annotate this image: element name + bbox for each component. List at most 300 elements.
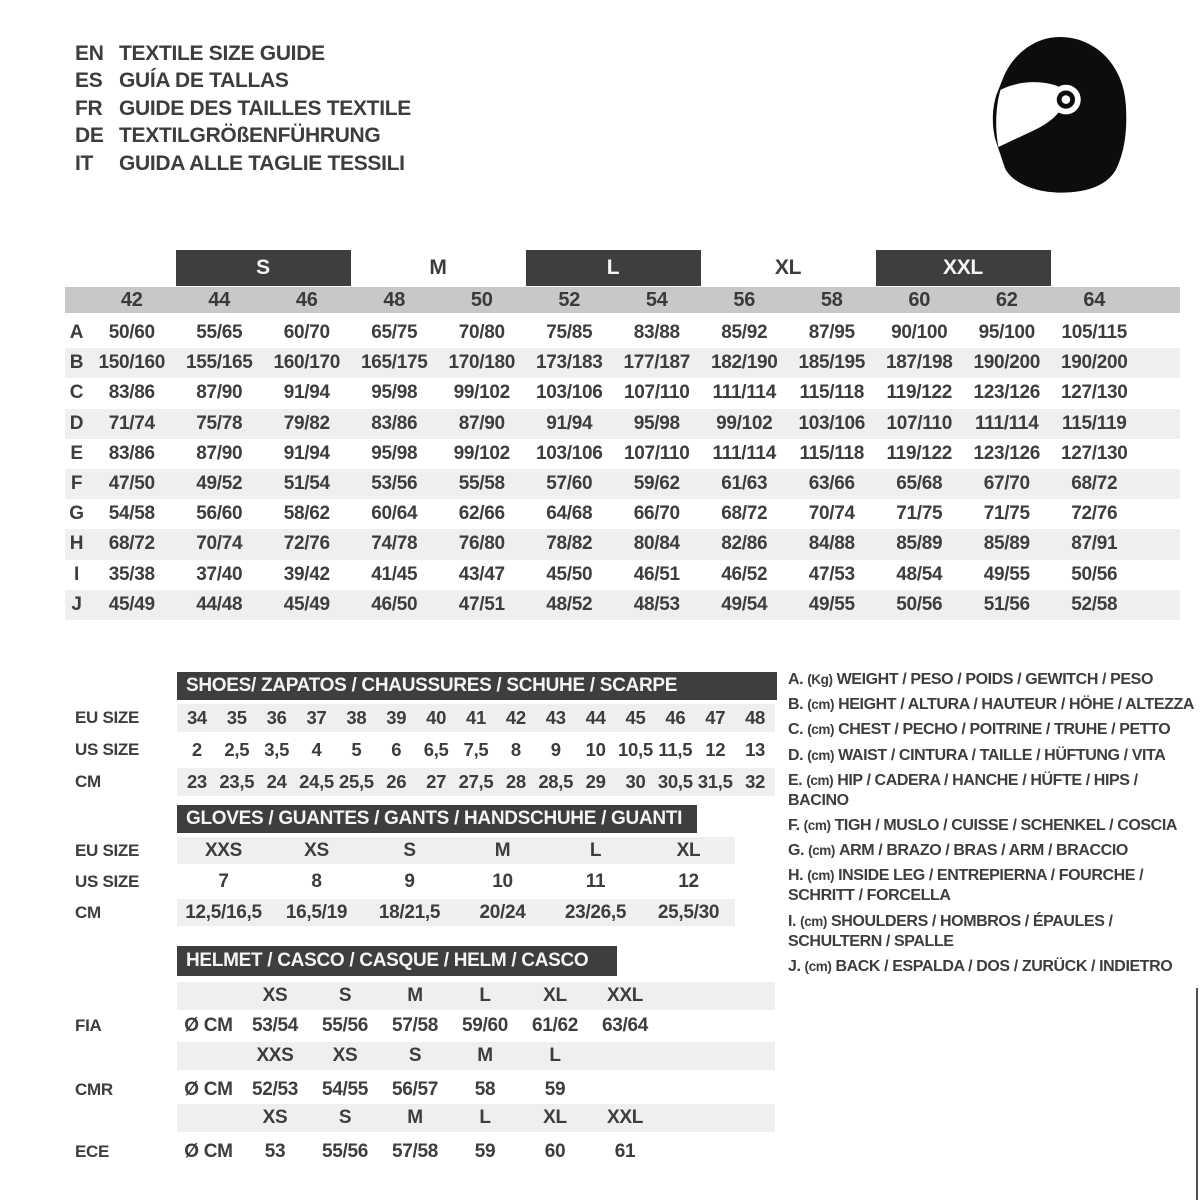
- measure-cell: 50/60: [108, 322, 155, 344]
- helmet-size-cell: L: [549, 1045, 561, 1066]
- gloves-row: [65, 868, 780, 895]
- helmet-size-cells: [177, 1104, 775, 1132]
- gloves-cell: 12,5/16,5: [185, 901, 262, 923]
- helmet-value-cell: 57/58: [391, 1015, 439, 1036]
- measure-cell: 46/51: [633, 563, 680, 585]
- language-code: EN: [75, 41, 104, 65]
- measure-cell: 85/89: [983, 533, 1030, 555]
- measure-cell: 46/52: [721, 563, 768, 585]
- measure-cell: 53/56: [371, 473, 418, 495]
- legend-item: [788, 695, 1200, 715]
- shoes-cell: 36: [266, 707, 287, 728]
- measure-row-e: [65, 439, 1180, 469]
- gloves-cell: 20/24: [479, 901, 526, 923]
- helmet-value-cells: [177, 1138, 775, 1166]
- shoes-cell: 3,5: [264, 739, 290, 760]
- legend-unit: (cm): [800, 913, 827, 929]
- measure-cell: 85/89: [896, 533, 943, 555]
- measure-cell: 59/62: [633, 473, 680, 495]
- legend-item: [788, 957, 1200, 977]
- size-header-cell: 52: [558, 288, 581, 311]
- measure-cell: 72/76: [283, 533, 330, 555]
- racing-helmet-icon: [975, 28, 1155, 198]
- measure-cell: 76/80: [458, 533, 505, 555]
- helmet-size-cell: XL: [543, 985, 567, 1006]
- legend-letter: G.: [788, 842, 805, 860]
- language-row: [75, 123, 411, 151]
- measure-cell: 55/65: [196, 322, 243, 344]
- helmet-value-cell: 52/53: [251, 1079, 299, 1100]
- legend-unit: (cm): [803, 817, 831, 833]
- measure-cell: 74/78: [371, 533, 418, 555]
- measure-cell: 67/70: [983, 473, 1030, 495]
- row-label: US SIZE: [75, 740, 140, 759]
- measure-cell: 177/187: [623, 352, 691, 374]
- gloves-cell: 11: [585, 870, 606, 892]
- unit-cell: [177, 982, 240, 1010]
- measure-cell: 51/54: [283, 473, 330, 495]
- measure-cell: 87/90: [458, 412, 505, 434]
- measure-cell: 68/72: [1071, 473, 1118, 495]
- helmet-size-cell: XXL: [606, 985, 644, 1006]
- legend-item: [788, 866, 1200, 906]
- helmet-size-row-fia: [65, 982, 780, 1010]
- helmet-size-row-ece: [65, 1104, 780, 1132]
- gloves-cell: 23/26,5: [564, 901, 627, 923]
- standard-label: ECE: [75, 1142, 110, 1161]
- main-size-groups: [65, 250, 1180, 286]
- gloves-cells: [177, 899, 735, 926]
- shoes-cell: 37: [306, 707, 327, 728]
- size-header-cell: 58: [820, 288, 843, 311]
- measure-cell: 45/49: [283, 593, 330, 615]
- helmet-value-cell: 55/56: [321, 1015, 369, 1036]
- shoes-cell: 23,5: [219, 771, 255, 792]
- helmet-value-cell: 60: [544, 1141, 566, 1162]
- language-row: [75, 40, 411, 68]
- measure-cell: 58/62: [283, 503, 330, 525]
- helmet-value-cell: 63/64: [601, 1015, 649, 1036]
- gloves-rows: [65, 837, 780, 926]
- helmet-title: HELMET / CASCO / CASQUE / HELM / CASCO: [186, 950, 589, 971]
- measure-cell: 46/50: [371, 593, 418, 615]
- shoes-cell: 47: [705, 707, 726, 728]
- measure-cell: 52/58: [1071, 593, 1118, 615]
- language-code: FR: [75, 96, 103, 120]
- diameter-unit: Ø CM: [184, 1015, 233, 1036]
- gloves-title-bar: [177, 805, 697, 833]
- measure-cell: 47/51: [458, 593, 505, 615]
- shoes-cell: 31,5: [697, 771, 733, 792]
- shoes-cell: 9: [550, 739, 561, 760]
- measure-cell: 91/94: [546, 412, 593, 434]
- measure-cell: 123/126: [973, 442, 1041, 464]
- row-letter: C: [69, 382, 84, 404]
- helmet-size-cell: XXL: [606, 1107, 644, 1128]
- measure-row-f: [65, 469, 1180, 499]
- measure-cell: 111/114: [712, 442, 776, 464]
- shoes-cell: 4: [311, 739, 322, 760]
- measure-cell: 115/118: [799, 382, 864, 404]
- measure-cell: 103/106: [798, 412, 866, 434]
- helmet-title-bar: [177, 946, 617, 976]
- measure-cell: 70/74: [196, 533, 243, 555]
- shoes-cell: 46: [665, 707, 686, 728]
- measure-cell: 49/52: [196, 473, 243, 495]
- helmet-value-cell: 53: [264, 1141, 286, 1162]
- measure-cell: 65/68: [896, 473, 943, 495]
- measure-cell: 68/72: [108, 533, 155, 555]
- language-row: [75, 68, 411, 96]
- legend-unit: (cm): [804, 958, 832, 974]
- legend-item: [788, 841, 1200, 861]
- row-letter: F: [70, 473, 83, 495]
- measure-cell: 56/60: [196, 503, 243, 525]
- textile-size-table: [65, 250, 1180, 620]
- measure-cell: 187/198: [885, 352, 953, 374]
- measure-cell: 150/160: [98, 352, 166, 374]
- measure-cell: 43/47: [458, 563, 505, 585]
- helmet-value-row-ece: [65, 1138, 780, 1166]
- shoes-cell: 6: [391, 739, 402, 760]
- shoes-cell: 28,5: [538, 771, 574, 792]
- measure-cell: 72/76: [1071, 503, 1118, 525]
- legend-item: [788, 912, 1200, 952]
- language-row: [75, 95, 411, 123]
- row-letter: E: [70, 442, 83, 464]
- measure-cell: 111/114: [712, 382, 776, 404]
- measure-row-g: [65, 499, 1180, 529]
- measure-cell: 47/53: [808, 563, 855, 585]
- gloves-title: GLOVES / GUANTES / GANTS / HANDSCHUHE / GUANTI: [186, 808, 683, 829]
- measure-cell: 107/110: [623, 382, 690, 404]
- measure-cell: 115/118: [799, 442, 864, 464]
- gloves-cell: 9: [404, 870, 415, 892]
- legend-item: [788, 670, 1200, 690]
- measure-cell: 39/42: [283, 563, 330, 585]
- shoes-cell: 2: [191, 739, 202, 760]
- helmet-size-cells: [177, 1042, 775, 1070]
- measure-cell: 190/200: [1060, 352, 1128, 374]
- diameter-unit: Ø CM: [184, 1079, 233, 1100]
- measure-row-h: [65, 529, 1180, 559]
- shoes-cell: 30,5: [657, 771, 693, 792]
- measure-cell: 61/63: [721, 473, 768, 495]
- measure-cell: 80/84: [633, 533, 680, 555]
- legend-item: [788, 771, 1200, 811]
- corner-cell: [65, 287, 88, 313]
- shoes-cell: 10: [585, 739, 606, 760]
- helmet-value-cell: 59: [544, 1079, 566, 1100]
- gloves-cell: 12: [678, 870, 699, 892]
- measure-cell: 119/122: [886, 382, 953, 404]
- language-code: ES: [75, 69, 103, 93]
- gloves-row: [65, 899, 780, 926]
- measure-cell: 60/64: [371, 503, 418, 525]
- shoes-cell: 27: [426, 771, 447, 792]
- gloves-cell: M: [494, 839, 511, 861]
- measure-cell: 91/94: [283, 442, 330, 464]
- measure-cell: 82/86: [721, 533, 768, 555]
- main-size-band: [65, 287, 1180, 313]
- measure-cell: 123/126: [973, 382, 1041, 404]
- helmet-size-cell: XS: [262, 1107, 288, 1128]
- legend-text: CHEST / PECHO / POITRINE / TRUHE / PETTO: [838, 721, 1171, 739]
- measure-cell: 105/115: [1061, 322, 1128, 344]
- shoes-cell: 25,5: [338, 771, 374, 792]
- size-header-cell: 44: [208, 288, 231, 311]
- shoes-section: [65, 672, 780, 796]
- diameter-unit: Ø CM: [184, 1141, 233, 1162]
- measure-cell: 45/49: [108, 593, 155, 615]
- row-letter: G: [69, 503, 84, 525]
- measure-cell: 87/91: [1071, 533, 1118, 555]
- main-rows: [65, 318, 1180, 620]
- language-code: IT: [75, 151, 94, 175]
- shoes-cell: 29: [585, 771, 606, 792]
- legend-item: [788, 746, 1200, 766]
- legend-text: TIGH / MUSLO / CUISSE / SCHENKEL / COSCIA: [834, 816, 1178, 834]
- shoes-cell: 7,5: [463, 739, 489, 760]
- shoes-cell: 44: [585, 707, 606, 728]
- shoes-row: [65, 736, 780, 764]
- measure-row-a: [65, 318, 1180, 348]
- measure-cell: 66/70: [633, 503, 680, 525]
- language-title: TEXTILGRÖßENFÜHRUNG: [119, 124, 381, 148]
- shoes-cell: 45: [625, 707, 646, 728]
- measure-cell: 83/86: [108, 382, 155, 404]
- measure-cell: 65/75: [371, 322, 418, 344]
- measure-cell: 87/95: [808, 322, 855, 344]
- measure-cell: 60/70: [283, 322, 330, 344]
- legend-letter: J.: [788, 957, 801, 975]
- helmet-value-row-fia: [65, 1012, 780, 1040]
- measure-cell: 83/88: [633, 322, 680, 344]
- size-header-cell: 42: [120, 288, 143, 311]
- helmet-size-cell: L: [479, 985, 491, 1006]
- size-group-l: L: [526, 250, 701, 286]
- shoes-cell: 11,5: [658, 739, 693, 760]
- size-group-xxl: XXL: [876, 250, 1051, 286]
- measure-cell: 91/94: [283, 382, 330, 404]
- measure-cell: 155/165: [185, 352, 253, 374]
- measure-cell: 70/80: [458, 322, 505, 344]
- helmet-value-cell: 54/55: [321, 1079, 369, 1100]
- standard-label: CMR: [75, 1080, 113, 1099]
- measure-cell: 95/98: [371, 442, 418, 464]
- measure-cell: 165/175: [360, 352, 428, 374]
- shoes-cell: 6,5: [423, 739, 449, 760]
- legend-letter: A.: [788, 671, 804, 688]
- legend-letter: F.: [788, 816, 800, 834]
- shoes-cell: 41: [466, 707, 486, 728]
- measure-cell: 90/100: [891, 322, 948, 344]
- shoes-cell: 5: [351, 739, 362, 760]
- size-group-s: S: [176, 250, 351, 286]
- measure-cell: 85/92: [721, 322, 768, 344]
- legend-text: INSIDE LEG / ENTREPIERNA / FOURCHE /: [838, 867, 1144, 885]
- measure-cell: 127/130: [1060, 442, 1128, 464]
- legend-letter: B.: [788, 696, 804, 714]
- size-header-cell: 62: [995, 288, 1018, 311]
- measure-cell: 173/183: [535, 352, 603, 374]
- language-title: GUÍA DE TALLAS: [119, 69, 289, 93]
- legend-unit: (cm): [807, 722, 835, 738]
- legend-text-continued: SCHULTERN / SPALLE: [788, 932, 954, 950]
- helmet-size-row-cmr: [65, 1042, 780, 1070]
- shoes-cell: 39: [386, 707, 407, 728]
- measure-cell: 37/40: [196, 563, 243, 585]
- helmet-value-cell: 59: [474, 1141, 496, 1162]
- legend-letter: I.: [788, 912, 797, 930]
- measure-cell: 83/86: [108, 442, 155, 464]
- measure-cell: 84/88: [808, 533, 855, 555]
- measure-row-c: [65, 378, 1180, 408]
- shoes-cells: [177, 704, 775, 732]
- measure-cell: 45/50: [546, 563, 593, 585]
- helmet-value-row-cmr: [65, 1076, 780, 1104]
- helmet-value-cell: 55/56: [321, 1141, 369, 1162]
- measure-cell: 41/45: [371, 563, 418, 585]
- legend-text: HEIGHT / ALTURA / HAUTEUR / HÖHE / ALTEZZA: [838, 696, 1195, 714]
- shoes-cells: [177, 736, 775, 764]
- shoes-cell: 35: [226, 707, 247, 728]
- helmet-value-cell: 58: [474, 1079, 496, 1100]
- legend-text: WAIST / CINTURA / TAILLE / HÜFTUNG / VITA: [838, 746, 1166, 764]
- shoes-title-bar: [177, 672, 777, 700]
- gloves-cell: 16,5/19: [285, 901, 348, 923]
- helmet-size-cell: XS: [262, 985, 288, 1006]
- row-letter: J: [71, 593, 82, 615]
- helmet-value-cells: [177, 1076, 775, 1104]
- language-title: TEXTILE SIZE GUIDE: [119, 41, 325, 65]
- measure-cell: 49/55: [983, 563, 1030, 585]
- gloves-section: [65, 805, 780, 926]
- measurement-legend: [788, 670, 1200, 982]
- measure-cell: 75/78: [196, 412, 243, 434]
- helmet-size-cell: [590, 1042, 660, 1070]
- measure-cell: 107/110: [886, 412, 953, 434]
- legend-unit: (cm): [807, 868, 835, 884]
- measure-cell: 87/90: [196, 442, 243, 464]
- measure-cell: 35/38: [108, 563, 155, 585]
- gloves-cell: XS: [304, 839, 329, 861]
- measure-cell: 78/82: [546, 533, 593, 555]
- measure-cell: 55/58: [458, 473, 505, 495]
- helmet-size-cell: M: [407, 985, 423, 1006]
- measure-cell: 79/82: [283, 412, 330, 434]
- measure-cell: 190/200: [973, 352, 1041, 374]
- helmet-size-cell: M: [477, 1045, 493, 1066]
- legend-item: [788, 816, 1200, 836]
- legend-letter: E.: [788, 771, 803, 789]
- gloves-cell: L: [589, 839, 602, 861]
- legend-letter: D.: [788, 746, 804, 764]
- measure-row-i: [65, 560, 1180, 590]
- row-label: US SIZE: [75, 871, 140, 891]
- measure-cell: 170/180: [448, 352, 516, 374]
- measure-cell: 68/72: [721, 503, 768, 525]
- size-header-cell: 60: [908, 288, 931, 311]
- measure-cell: 64/68: [546, 503, 593, 525]
- measure-cell: 185/195: [798, 352, 866, 374]
- row-letter: A: [69, 322, 84, 344]
- measure-cell: 95/98: [371, 382, 418, 404]
- legend-unit: (cm): [808, 843, 835, 859]
- shoes-cell: 10,5: [618, 739, 653, 760]
- legend-unit: (cm): [806, 772, 834, 788]
- legend-item: [788, 720, 1200, 740]
- page-edge-line: [1196, 988, 1198, 1200]
- measure-cell: 48/54: [896, 563, 943, 585]
- shoes-cell: 30: [625, 771, 646, 792]
- measure-cell: 182/190: [710, 352, 778, 374]
- legend-text: HIP / CADERA / HANCHE / HÜFTE / HIPS / BACINO: [788, 771, 1138, 809]
- unit-cell: [177, 1042, 240, 1070]
- helmet-value-cells: [177, 1012, 775, 1040]
- shoes-cell: 48: [745, 707, 766, 728]
- helmet-size-cell: S: [408, 1045, 422, 1066]
- gloves-cell: S: [403, 839, 416, 861]
- legend-unit: (Kg): [807, 672, 833, 687]
- helmet-value-cell: 53/54: [251, 1015, 299, 1036]
- helmet-value-cell: 59/60: [461, 1015, 509, 1036]
- size-header-cell: 56: [733, 288, 756, 311]
- measure-cell: 115/119: [1062, 412, 1127, 434]
- row-label: CM: [75, 902, 101, 922]
- measure-cell: 71/75: [896, 503, 943, 525]
- measure-cell: 95/100: [978, 322, 1035, 344]
- gloves-cell: 18/21,5: [378, 901, 441, 923]
- measure-cell: 62/66: [458, 503, 505, 525]
- unit-cell: [177, 1104, 240, 1132]
- helmet-size-cell: S: [338, 1107, 352, 1128]
- measure-cell: 99/102: [453, 442, 510, 464]
- row-label: CM: [75, 772, 101, 791]
- legend-letter: H.: [788, 867, 804, 885]
- measure-cell: 50/56: [896, 593, 943, 615]
- helmet-value-cell: 57/58: [391, 1141, 439, 1162]
- helmet-value-cell: [590, 1076, 660, 1104]
- measure-cell: 54/58: [108, 503, 155, 525]
- row-label: EU SIZE: [75, 708, 140, 727]
- measure-cell: 75/85: [546, 322, 593, 344]
- language-code: DE: [75, 124, 104, 148]
- measure-cell: 47/50: [108, 473, 155, 495]
- measure-cell: 99/102: [716, 412, 773, 434]
- measure-row-d: [65, 409, 1180, 439]
- legend-text: WEIGHT / PESO / POIDS / GEWITCH / PESO: [836, 671, 1153, 688]
- shoes-cell: 43: [545, 707, 566, 728]
- row-letter: H: [69, 533, 84, 555]
- gloves-cell: 8: [311, 870, 322, 892]
- measure-cell: 99/102: [453, 382, 510, 404]
- legend-unit: (cm): [807, 697, 835, 713]
- helmet-size-cell: M: [407, 1107, 423, 1128]
- measure-cell: 111/114: [975, 412, 1039, 434]
- measure-cell: 127/130: [1060, 382, 1128, 404]
- size-group-m: M: [429, 256, 447, 279]
- shoes-cell: 24,5: [299, 771, 334, 792]
- legend-letter: C.: [788, 721, 804, 739]
- shoes-cell: 13: [745, 739, 766, 760]
- helmet-section: [65, 946, 780, 1166]
- helmet-value-cell: 61/62: [531, 1015, 579, 1036]
- gloves-cell: 7: [218, 870, 229, 892]
- shoes-rows: [65, 704, 780, 796]
- size-header-cell: 54: [645, 288, 668, 311]
- gloves-cells: [177, 837, 735, 864]
